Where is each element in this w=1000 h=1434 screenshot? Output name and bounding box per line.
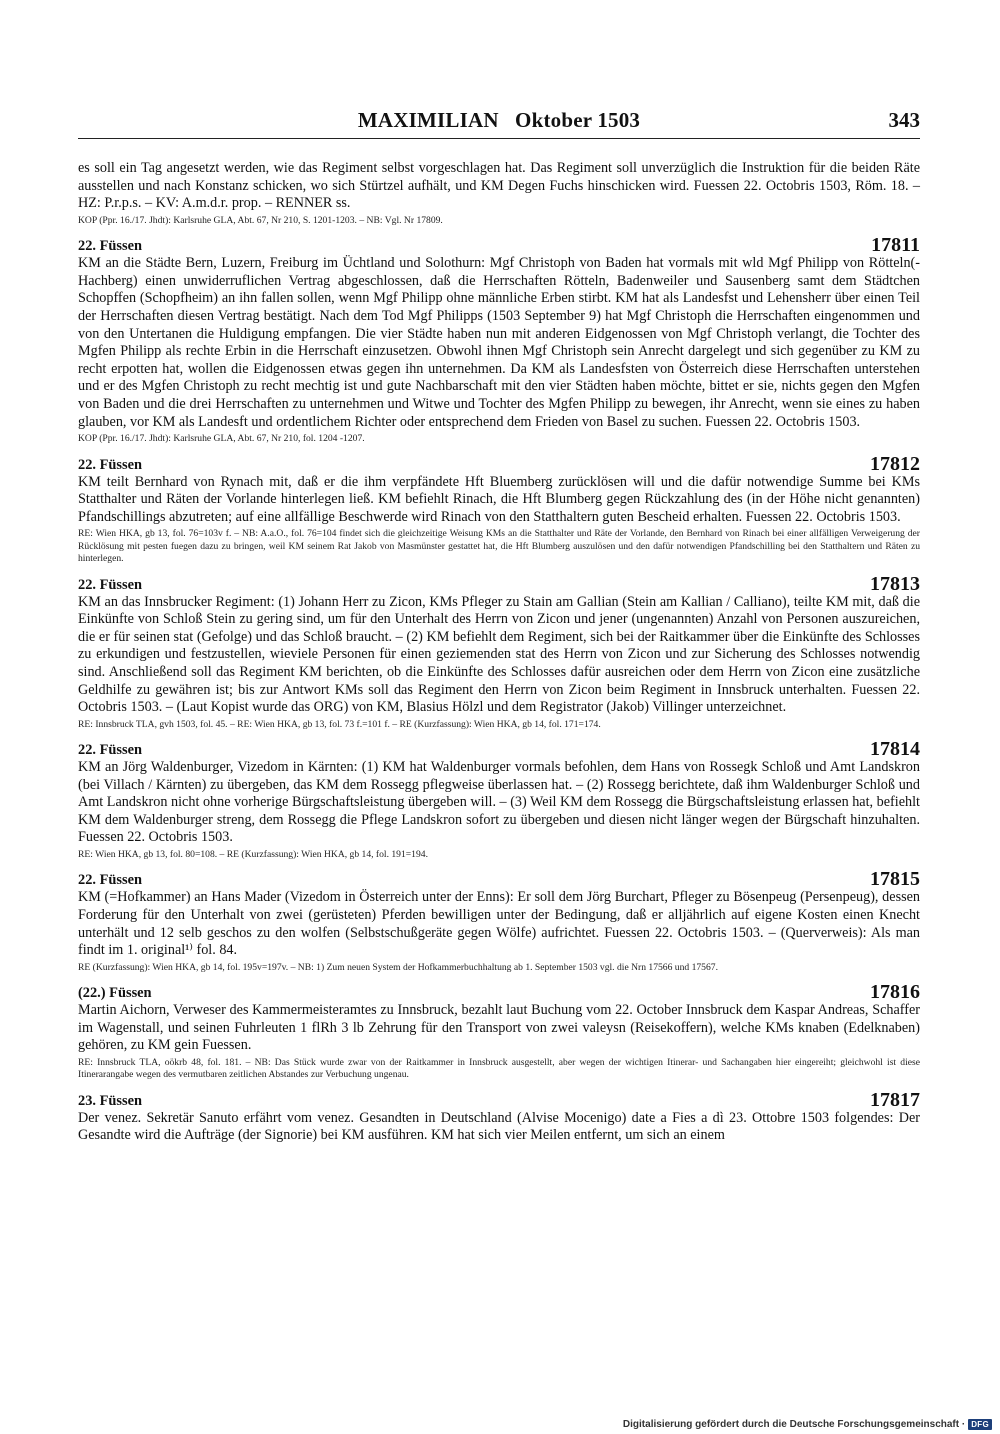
entry-17817 (78, 1088, 920, 1145)
entry-date: 22. Füssen (78, 576, 142, 593)
entry-note: RE: Wien HKA, gb 13, fol. 80=108. – RE (Kurzfassung): Wien HKA, gb 14, fol. 191=194. (78, 849, 428, 861)
entry-note: KOP (Ppr. 16./17. Jhdt): Karlsruhe GLA, Abt. 67, Nr 210, fol. 1204 -1207. (78, 433, 365, 445)
entry-text: KM (=Hofkammer) an Hans Mader (Vizedom in Österreich unter der Enns): Er soll dem Jörg Burchart, Pfleger zu Bösenpeug (Persenpeug), dessen Forderung für den Unterhalt von zwei (gerüsteten) Pferden bewilligen unter der Bedingung, daß er alljährlich auf eigene Kosten einen Knecht unterhält und 12 selb geschos zu den wolfen (Selbstschußgeräte gegen Wölfe) aufrichtet. Fuessen 22. Octobris 1503. – (Querverweis): Als man findt im 1. original¹⁾ fol. 84. (78, 889, 920, 959)
entry-text: KM teilt Bernhard von Rynach mit, daß er die ihm verpfändete Hft Bluemberg zurücklösen will und die dafür notwendige Summe bei KMs Statthalter und Räten der Vorlande hinterlegen ließ. KM befiehlt Rinach, die Hft Blumberg gegen Rückzahlung des (in der Höhe nicht genannten) Pfandschillings abzutreten; auf eine allfällige Beschwerde wird Rinach von den Statthaltern guten Bescheid erhalten. Fuessen 22. Octobris 1503. (78, 473, 920, 525)
entry-date: 22. Füssen (78, 872, 142, 889)
running-header (78, 108, 920, 139)
entry-date: 23. Füssen (78, 1092, 142, 1109)
entry-heading (78, 452, 920, 475)
entry-number: 17814 (870, 738, 920, 761)
entry-17815 (78, 870, 920, 974)
entry-note: RE: Innsbruck TLA, oökrb 48, fol. 181. – NB: Das Stück wurde zwar von der Raitkammer in Innsbruck ausgestellt, aber wegen der wichtigen Itinerar- und Sachangaben hier eingereiht; gleichwohl ist diese Itinerarangabe wegen des vermutbaren zeitlichen Abstandes zur Verbuchung ungenau. (78, 1057, 920, 1081)
intro-text: es soll ein Tag angesetzt werden, wie das Regiment selbst vorgeschlagen hat. Das Regiment soll unverzüglich die Instruktion für die beiden Räte ausstellen und nach Konstanz schicken, wo sich Stürtzel aufhält, und KM Degen Fuchs hinschicken wird. Fuessen 22. Octobris 1503, Röm. 18. – HZ: P.r.p.s. – KV: A.m.d.r. prop. – RENNER ss. (78, 160, 920, 212)
credit-text: Digitalisierung gefördert durch die Deutsche Forschungsgemeinschaft · (622, 1419, 966, 1430)
entry-number: 17816 (870, 981, 920, 1004)
entry-number: 17811 (871, 234, 920, 257)
entry-heading (78, 572, 920, 595)
entry-17811 (78, 236, 920, 445)
entry-heading (78, 236, 920, 255)
entry-number: 17813 (870, 572, 920, 595)
document-body (78, 160, 920, 1145)
intro-note: KOP (Ppr. 16./17. Jhdt): Karlsruhe GLA, Abt. 67, Nr 210, S. 1201-1203. – NB: Vgl. Nr 17809. (78, 214, 443, 226)
entry-date: 22. Füssen (78, 456, 142, 473)
entry-number: 17817 (870, 1088, 920, 1111)
entry-heading (78, 1088, 920, 1111)
entry-text: KM an die Städte Bern, Luzern, Freiburg im Üchtland und Solothurn: Mgf Christoph von Baden hat vormals mit wld Mgf Philipp von Rötteln(-Hachberg) einen unwiderruflichen Vertrag abgeschlossen, daß die Herrschaften Rötteln, Badenweiler und Sausenberg samt dem Städtchen Schopffen (Schopfheim) an ihn fallen sollen, wenn Mgf Philipp ohne männliche Erben stirbt. KM hat als Landesfst und Lehensherr über einen Teil der Herrschaften diesen Vertrag bestätigt. Nach dem Tod Mgf Philipps (1503 September 9) hat Mgf Christoph die Herrschaften eingenommen und von den Untertanen die Huldigung empfangen. Die vier Städte haben nun mit anderen Eidgenossen von Mgf Christoph verlangt, die Tochter des Mgfen Philipp als rechte Erbin in die Herrschaft einzusetzen. Obwohl ihnen Mgf Christoph sein Anrecht dargelegt und sich gegenüber zu KM zu recht erpotten hat, wollen die Eidgenossen etwas gegen ihn unternehmen. Da KM als Landesfsten von Österreich diese Herrschaften unterstehen und er des Mgfen Christoph zu recht mechtig ist und gute Nachbarschaft mit den vier Städten haben möchte, bittet er sie, nichts gegen den Mgfen von Baden und die drei Herrschaften zu unternehmen und Witwe und Tochter des Mgfen Philipp zu bewegen, ihr Anrecht, wenn sie eines zu haben glauben, vor KM als Landesft und ordentlichem Richter oder entsprechend dem Frieden von Basel zu suchen. Fuessen 22. Octobris 1503. (78, 255, 920, 430)
entry-heading (78, 983, 920, 1002)
entry-17814 (78, 740, 920, 861)
entry-note: RE (Kurzfassung): Wien HKA, gb 14, fol. 195v=197v. – NB: 1) Zum neuen System der Hofkammerbuchhaltung ab 1. September 1503 vgl. die Nrn 17566 und 17567. (78, 961, 718, 973)
entry-number: 17815 (870, 868, 920, 891)
entry-heading (78, 740, 920, 759)
entry-note: RE: Innsbruck TLA, gvh 1503, fol. 45. – RE: Wien HKA, gb 13, fol. 73 f.=101 f. – RE (Kurzfassung): Wien HKA, gb 14, fol. 171=174. (78, 718, 601, 730)
entry-text: KM an Jörg Waldenburger, Vizedom in Kärnten: (1) KM hat Waldenburger vormals befohlen, dem Hans von Rossegk Schloß und Amt Landskron (bei Villach / Kärnten) zu übergeben, das KM dem Rossegg pflegweise überlassen hat. – (2) Rossegg berichtete, daß ihm Waldenburger Schloß und Amt Landskron nicht ohne vorherige Bürgschaftsleistung übergeben will. – (3) Weil KM dem Rossegg die Bürgschaftsleistung erlassen hat, befiehlt KM dem Waldenburger streng, dem Rossegg die Pflege Landskron sofort zu übergeben und diesen nicht länger wegen der Bürgschaft hinzuhalten. Fuessen 22. Octobris 1503. (78, 759, 920, 846)
dfg-logo-icon: DFG (968, 1419, 992, 1430)
entry-date: (22.) Füssen (78, 985, 152, 1002)
entry-text: KM an das Innsbrucker Regiment: (1) Johann Herr zu Zicon, KMs Pfleger zu Stain am Gallian (Stein am Kallian / Calliano), teilte KM mit, daß die Einkünfte von Schloß Stein zu gering sind, um für den Unterhalt des Herrn von Zicon und jener (ungenannten) Anzahl von Personen auszureichen, die er für seinen stat (Gefolge) und das Schloß braucht. – (2) KM befiehlt dem Regiment, sich bei der Raitkammer über die Einkünfte des Schlosses zu erkundigen und festzustellen, wieviele Personen für einen geziemenden stat des Herrn von Zicon und zur Sicherung des Schlosses notwendig sind. Anschließend soll das Regiment KM berichten, ob die Einkünfte des Schlosses dafür ausreichen oder dem Herrn von Zicon eine zusätzliche Geldhilfe zu gewähren ist; bis zur Antwort KMs soll das Regiment den Herrn von Zicon beim Regiment in Innsbruck unterhalten. Fuessen 22. Octobris 1503. – (Laut Kopist wurde das ORG) von KM, Blasius Hölzl und dem Registrator (Jakob) Villinger unterzeichnet. (78, 593, 920, 716)
entry-date: 22. Füssen (78, 238, 142, 255)
entry-text: Der venez. Sekretär Sanuto erfährt vom venez. Gesandten in Deutschland (Alvise Mocenigo) date a Fies a dì 23. Ottobre 1503 folgendes: Der Gesandte wird die Aufträge (der Signorie) bei KM ausführen. KM hat sich vier Meilen entfernt, um sich an einem (78, 1109, 920, 1144)
entry-note: RE: Wien HKA, gb 13, fol. 76=103v f. – NB: A.a.O., fol. 76=104 findet sich die gleichzeitige Weisung KMs an die Statthalter und Räte der Vorlande, den Bernhard von Rinach bei einer allfälligen Verweigerung der Rücklösung mit pesten fuegen dazu zu bringen, weil KM seinem Rat Jakob von Masmünster gestattet hat, die Hft Blumberg auszulösen und den dafür notwendigen Pfandschilling bei den Statthaltern und Räten zu hinterlegen. (78, 528, 920, 565)
digitization-credit (623, 1419, 992, 1430)
entry-date: 22. Füssen (78, 742, 142, 759)
intro-block (78, 160, 920, 227)
entry-heading (78, 870, 920, 889)
entry-text: Martin Aichorn, Verweser des Kammermeisteramtes zu Innsbruck, bezahlt laut Buchung vom 22. October Innsbruck dem Kaspar Andreas, Schaffer im Wagenstall, und seinen Fuhrleuten 1 flRh 3 lb Zehrung für den Transport von zwei valeysn (Reisekoffern), welche KMs knaben (Edelknaben) gehören, zu KM gein Fuessen. (78, 1002, 920, 1054)
entry-17816 (78, 983, 920, 1082)
running-title: MAXIMILIAN Oktober 1503 (357, 108, 641, 132)
entry-17812 (78, 452, 920, 566)
entry-17813 (78, 572, 920, 732)
page-number: 343 (888, 108, 920, 132)
entry-number: 17812 (870, 452, 920, 475)
